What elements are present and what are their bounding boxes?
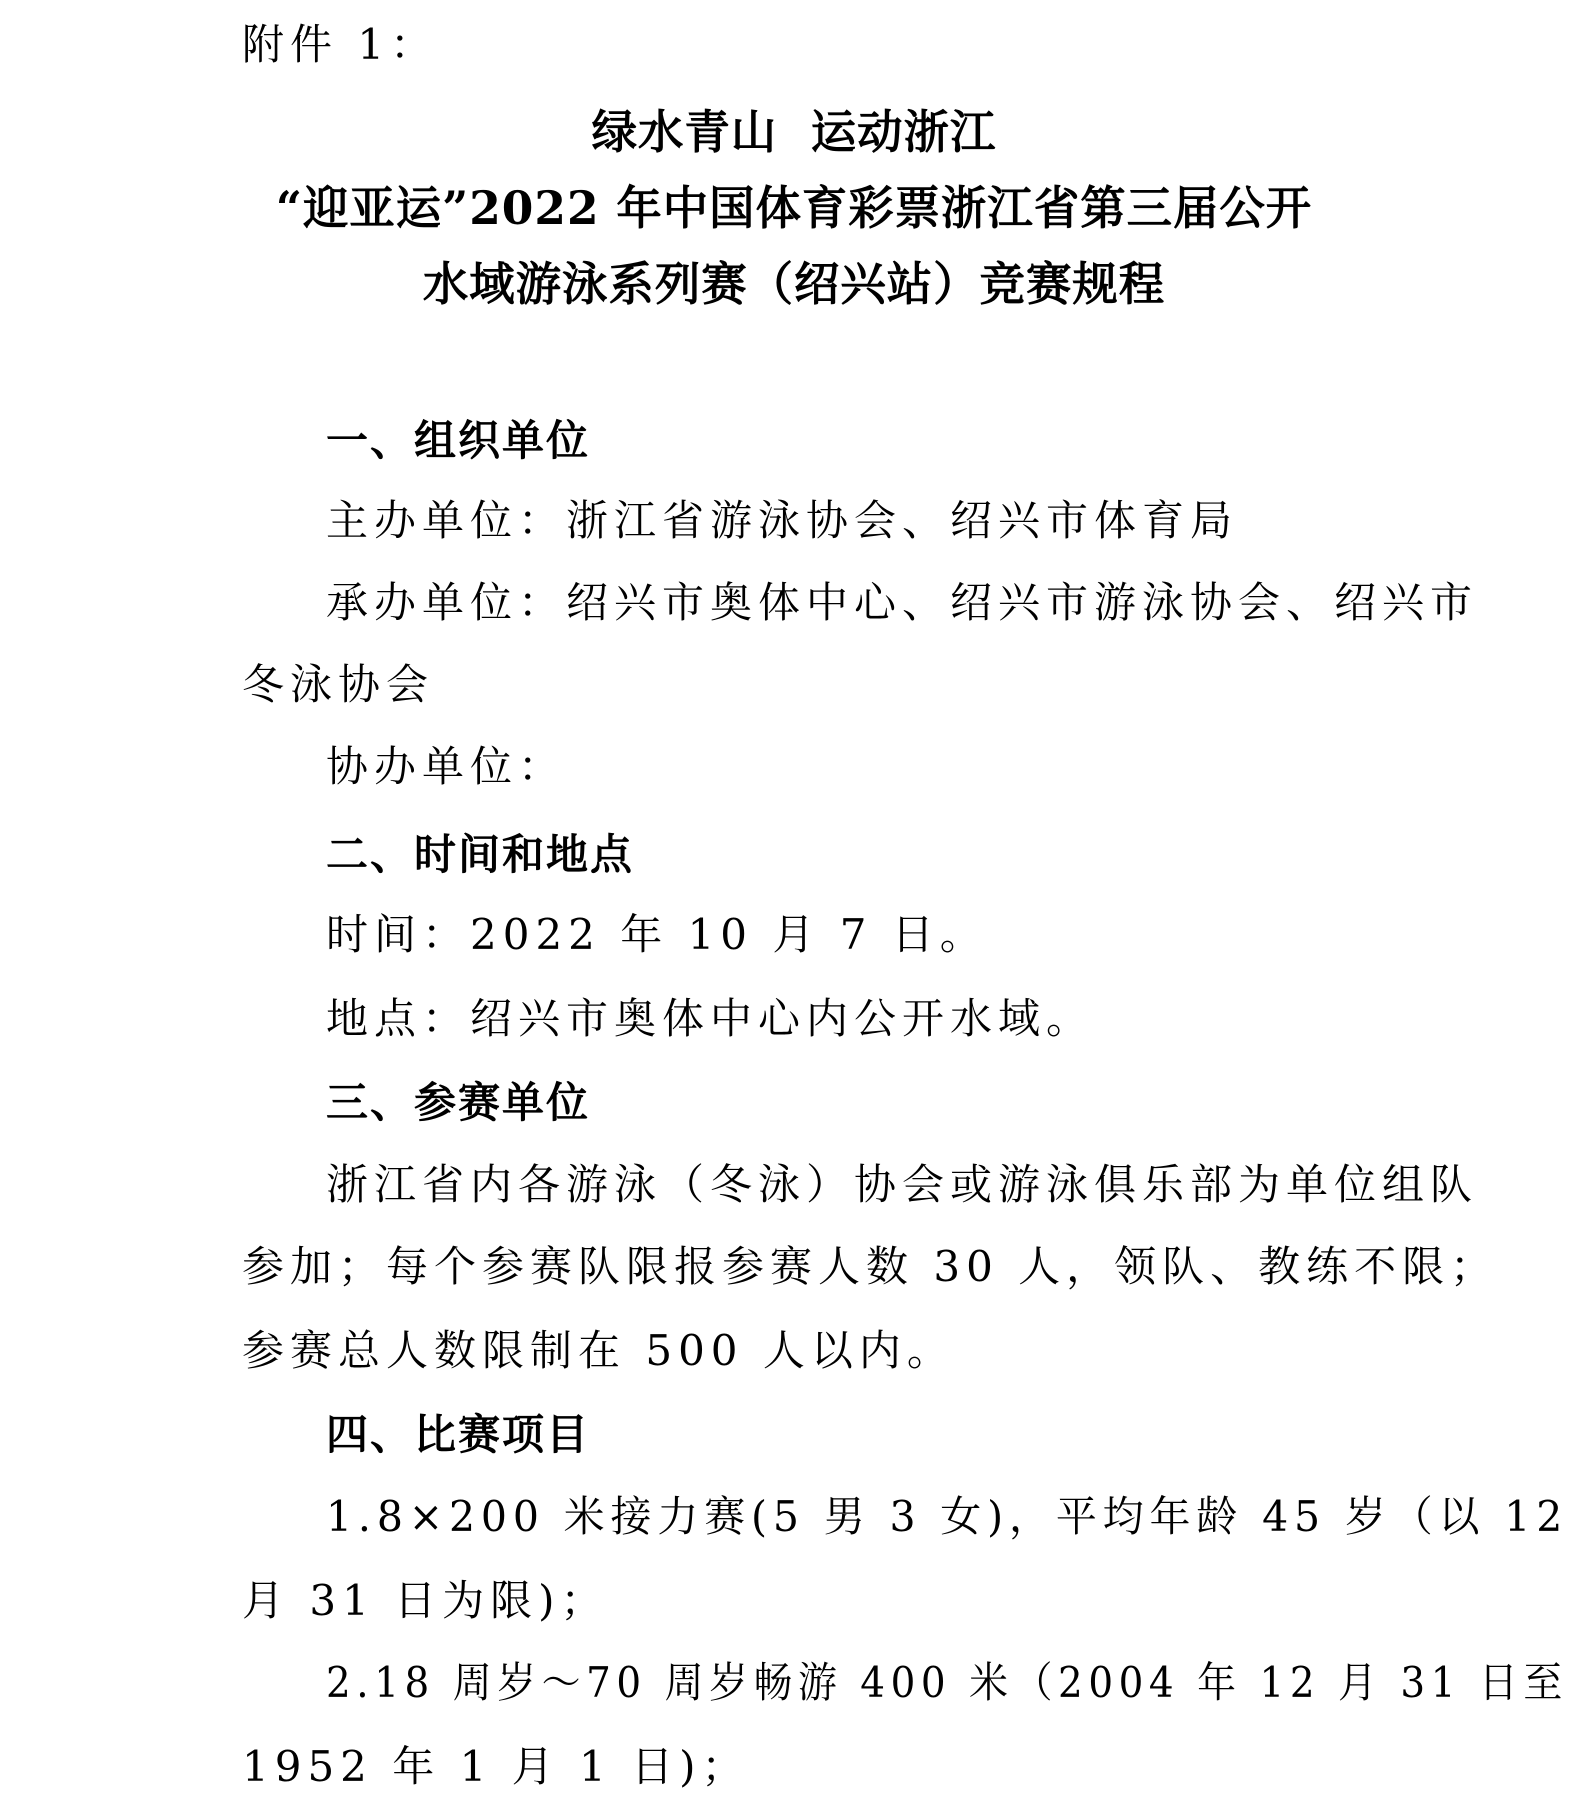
section-3-heading: 三、参赛单位 xyxy=(326,1078,591,1127)
section-1-heading: 一、组织单位 xyxy=(326,416,591,465)
participants-line-1: 浙江省内各游泳（冬泳）协会或游泳俱乐部为单位组队 xyxy=(326,1160,1479,1209)
event-item-1-line-1: 1.8×200 米接力赛(5 男 3 女)，平均年龄 45 岁（以 12 xyxy=(326,1492,1569,1541)
participants-line-3: 参赛总人数限制在 500 人以内。 xyxy=(242,1326,955,1375)
event-item-1-line-2: 月 31 日为限)； xyxy=(242,1576,609,1625)
event-place: 地点：绍兴市奥体中心内公开水域。 xyxy=(326,994,1095,1043)
host-units: 主办单位：浙江省游泳协会、绍兴市体育局 xyxy=(326,496,1239,545)
event-time: 时间：2022 年 10 月 7 日。 xyxy=(326,910,988,959)
event-item-2-line-1: 2.18 周岁～70 周岁畅游 400 米（2004 年 12 月 31 日至 xyxy=(326,1658,1568,1707)
section-4-heading: 四、比赛项目 xyxy=(326,1410,591,1459)
participants-line-2: 参加；每个参赛队限报参赛人数 30 人，领队、教练不限； xyxy=(242,1242,1499,1291)
title-line-3: 水域游泳系列赛（绍兴站）竞赛规程 xyxy=(422,257,1166,311)
organizer-units-line-1: 承办单位：绍兴市奥体中心、绍兴市游泳协会、绍兴市 xyxy=(326,578,1479,627)
event-item-2-line-2: 1952 年 1 月 1 日)； xyxy=(242,1742,750,1791)
co-organizer-units: 协办单位： xyxy=(326,742,567,791)
attachment-label: 附件 1： xyxy=(242,20,439,69)
title-line-2: “迎亚运”2022 年中国体育彩票浙江省第三届公开 xyxy=(275,181,1313,235)
section-2-heading: 二、时间和地点 xyxy=(326,830,635,879)
organizer-units-line-2: 冬泳协会 xyxy=(242,660,435,709)
title-line-1: 绿水青山 运动浙江 xyxy=(591,105,997,159)
